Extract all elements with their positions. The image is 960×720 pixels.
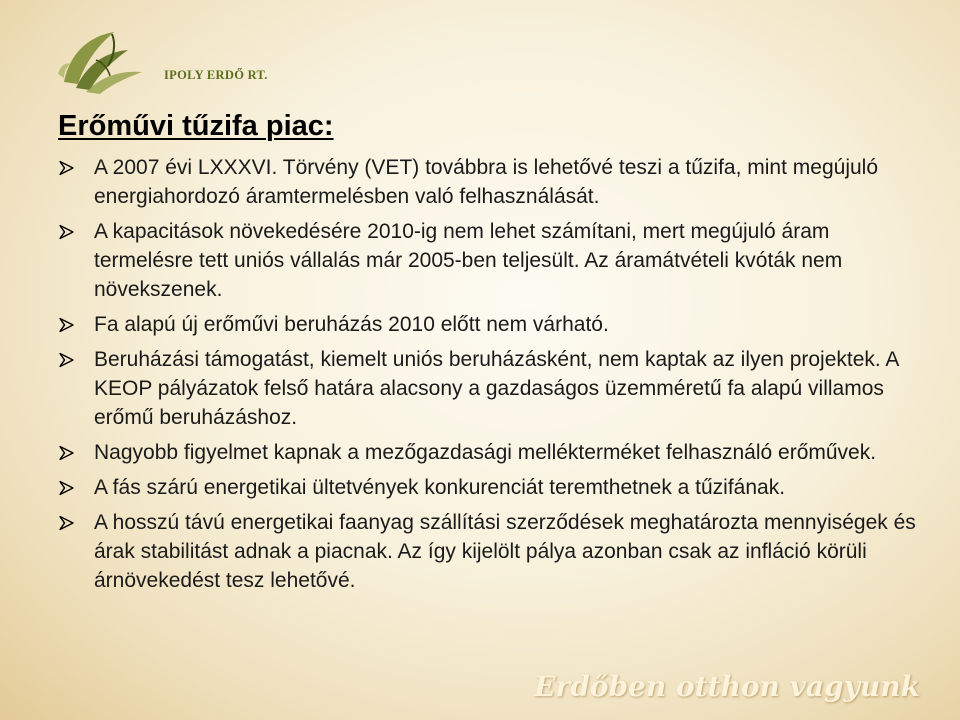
- arrowhead-bullet-icon: [58, 224, 74, 240]
- list-item: [58, 345, 918, 432]
- bullet-text: Fa alapú új erőművi beruházás 2010 előtt nem várható.: [94, 313, 609, 336]
- bullet-list: [58, 153, 918, 601]
- footer-slogan: Erdőben otthon vagyunk: [534, 670, 920, 703]
- arrowhead-bullet-icon: [58, 160, 74, 176]
- company-logo: [56, 22, 268, 100]
- bullet-text: Nagyobb figyelmet kapnak a mezőgazdasági mellékterméket felhasználó erőművek.: [94, 441, 877, 464]
- list-item: [58, 438, 918, 467]
- bullet-text: A 2007 évi LXXXVI. Törvény (VET) továbbra is lehetővé teszi a tűzifa, mint megújuló energiahordozó áramtermelésben való felhasználását.: [94, 156, 879, 208]
- arrowhead-bullet-icon: [58, 317, 74, 333]
- bullet-text: Beruházási támogatást, kiemelt uniós beruházásként, nem kaptak az ilyen projektek. A KEOP pályázatok felső határa alacsony a gazdaságos üzemméretű fa alapú villamos erőmű beruházáshoz.: [94, 348, 899, 429]
- arrowhead-bullet-icon: [58, 515, 74, 531]
- list-item: [58, 217, 918, 304]
- bullet-text: A hosszú távú energetikai faanyag szállítási szerződések meghatározta mennyiségek és árak stabilitást adnak a piacnak. Az így kijelölt pálya azonban csak az infláció körüli árnövekedést tesz lehetővé.: [94, 511, 916, 592]
- list-item: [58, 153, 918, 211]
- tree-leaf-logo-icon: [56, 22, 166, 100]
- list-item: [58, 508, 918, 595]
- arrowhead-bullet-icon: [58, 352, 74, 368]
- arrowhead-bullet-icon: [58, 480, 74, 496]
- logo-text: IPOLY ERDŐ RT.: [164, 68, 268, 82]
- bullet-text: A fás szárú energetikai ültetvények konkurenciát teremthetnek a tűzifának.: [94, 476, 786, 499]
- slide-title: Erőművi tűzifa piac:: [58, 110, 334, 142]
- arrowhead-bullet-icon: [58, 445, 74, 461]
- bullet-text: A kapacitások növekedésére 2010-ig nem lehet számítani, mert megújuló áram termelésre tett uniós vállalás már 2005-ben teljesült. Az áramátvételi kvóták nem növekszenek.: [94, 220, 843, 301]
- list-item: [58, 473, 918, 502]
- list-item: [58, 310, 918, 339]
